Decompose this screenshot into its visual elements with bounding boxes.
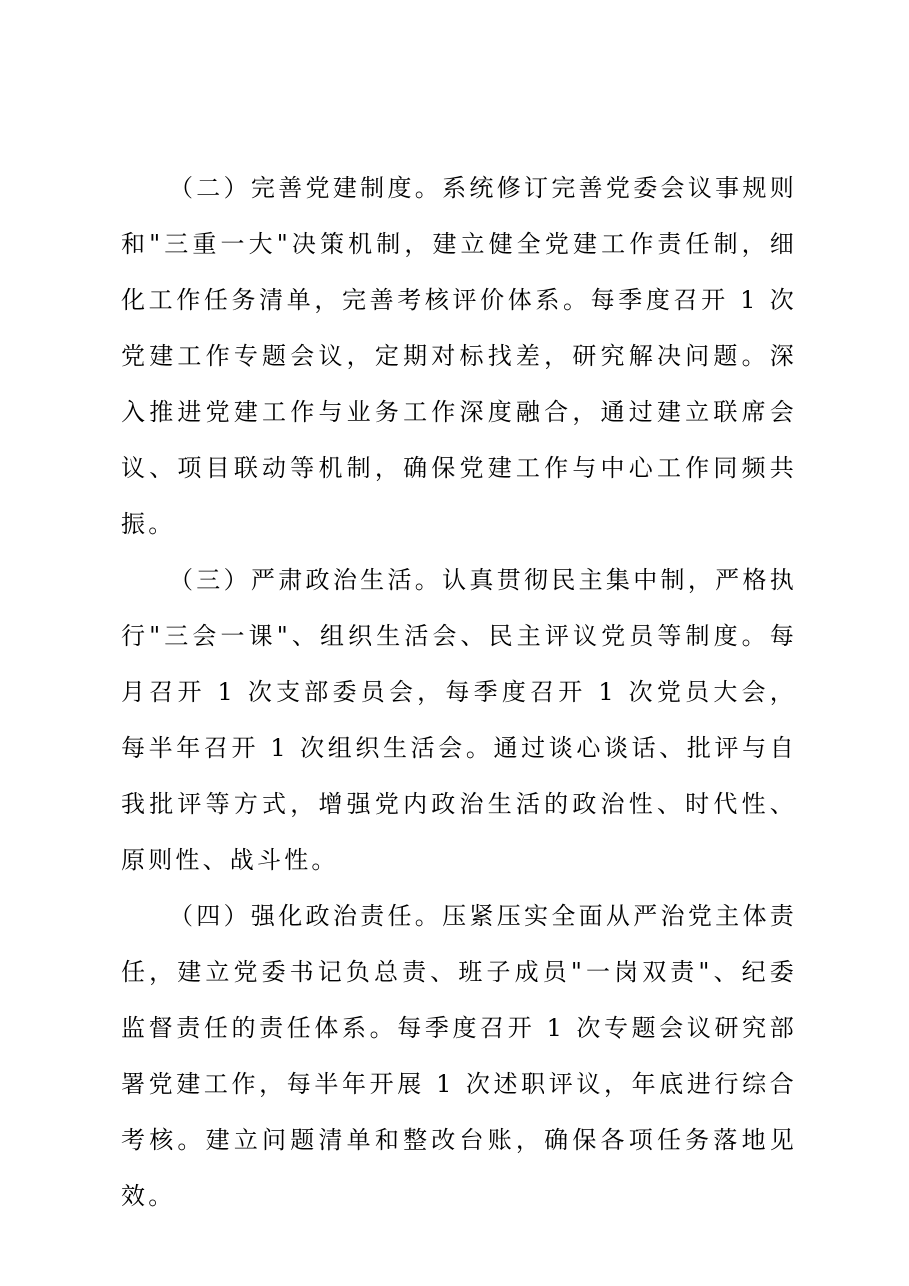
paragraph-political-life: （三）严肃政治生活。认真贯彻民主集中制，严格执行"三会一课"、组织生活会、民主评议党员等制度。每月召开 1 次支部委员会，每季度召开 1 次党员大会，每半年召开 1 次组织生活会。通过谈心谈话、批评与自我批评等方式，增强党内政治生活的政治性、时代性、原则性、战斗性。 [121,566,797,874]
document-body [121,160,797,1224]
paragraph-political-responsibility: （四）强化政治责任。压紧压实全面从严治党主体责任，建立党委书记负总责、班子成员"一岗双责"、纪委监督责任的责任体系。每季度召开 1 次专题会议研究部署党建工作，每半年开展 1 次述职评议，年底进行综合考核。建立问题清单和整改台账，确保各项任务落地见效。 [121,902,797,1210]
paragraph-party-building-system: （二）完善党建制度。系统修订完善党委会议事规则和"三重一大"决策机制，建立健全党建工作责任制，细化工作任务清单，完善考核评价体系。每季度召开 1 次党建工作专题会议，定期对标找差，研究解决问题。深入推进党建工作与业务工作深度融合，通过建立联席会议、项目联动等机制，确保党建工作与中心工作同频共振。 [121,174,797,538]
